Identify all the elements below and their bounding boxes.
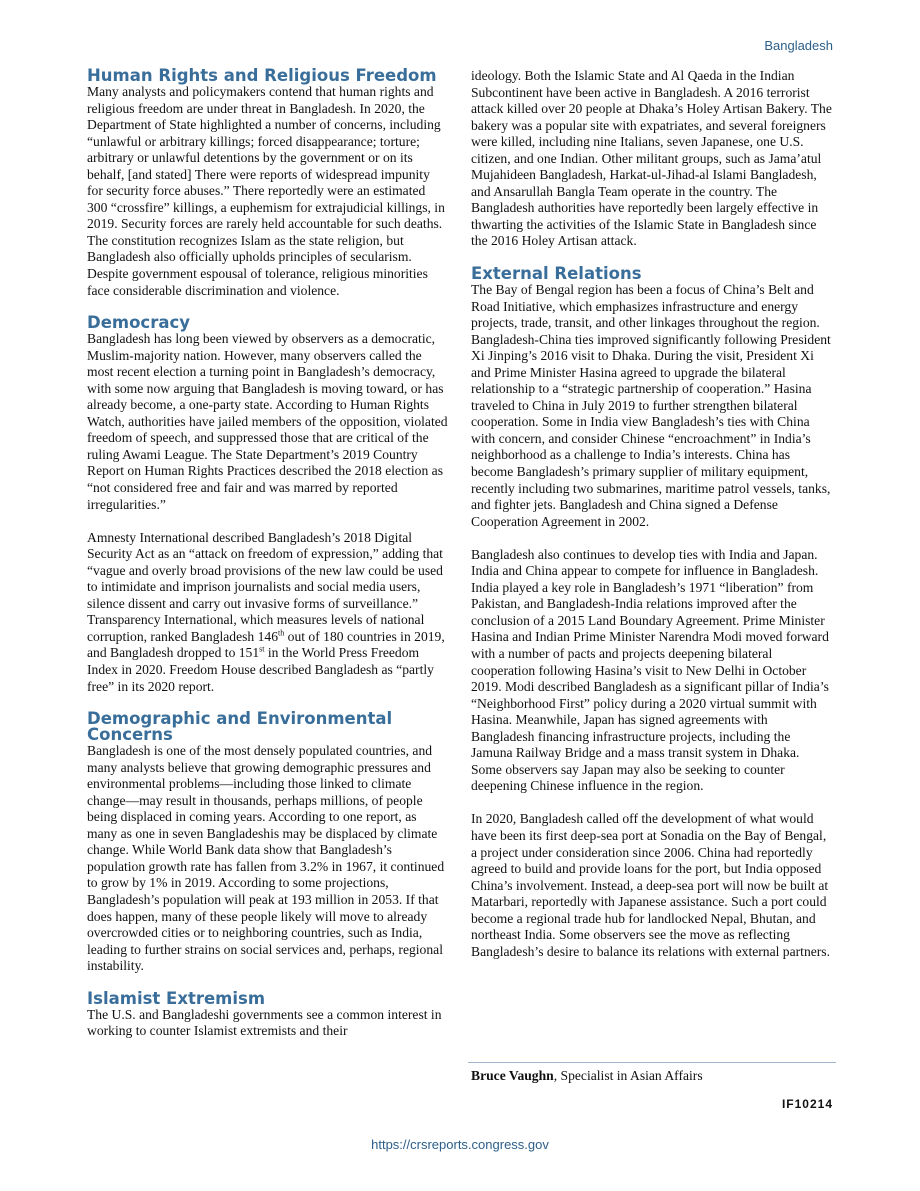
paragraph-extremism-left: The U.S. and Bangladeshi governments see a common interest in working to counter Islamist extremists and their (87, 1006, 442, 1039)
paragraph-external-3: In 2020, Bangladesh called off the development of what would have been its first deep-sea port at Sonadia on the Bay of Bengal, a project under consideration since 2006. China had reportedly agreed to build and provide loans for the port, but India opposed China’s involvement. Instead, a deep-sea port will now be built at Matarbari, reportedly with Japanese assistance. Such a port could become a regional trade hub for landlocked Nepal, Bhutan, and northeast India. Some observers see the move as reflecting Bangladesh’s desire to balance its relations with external partners. (471, 811, 830, 959)
paragraph-democracy-1: Bangladesh has long been viewed by observers as a democratic, Muslim-majority nation. However, many observers called the most recent election a turning point in Bangladesh’s democracy, with some now arguing that Bangladesh is moving toward, or has already become, a one-party state. According to Human Rights Watch, authorities have jailed members of the opposition, violated freedom of speech, and suppressed those that are critical of the ruling Awami League. The State Department’s 2019 Country Report on Human Rights Practices described the 2018 election as “not considered free and fair and was marred by reported irregularities.” (87, 331, 448, 512)
paragraph-extremism-right: ideology. Both the Islamic State and Al Qaeda in the Indian Subcontinent have been active in Bangladesh. A 2016 terrorist attack killed over 20 people at Dhaka’s Holey Artisan Bakery. The bakery was a popular site with expatriates, and several foreigners were killed, including nine Italians, seven Japanese, one U.S. citizen, and one Indian. Other militant groups, such as Jama’atul Mujahideen Bangladesh, Harkat-ul-Jihad-al Islami Bangladesh, and Ansarullah Bangla Team operate in the country. The Bangladesh authorities have reportedly been largely effective in thwarting the activities of the Islamic State in Bangladesh since the 2016 Holey Artisan attack. (471, 68, 832, 249)
right-column (471, 68, 833, 960)
paragraph-human-rights-1: Many analysts and policymakers contend that human rights and religious freedom are under threat in Bangladesh. In 2020, the Department of State highlighted a number of concerns, including “unlawful or arbitrary killings; forced disappearance; torture; arbitrary or unlawful detentions by the government or on its behalf, [and stated] There were reports of widespread impunity for security force abuses.” There reportedly were an estimated 300 “crossfire” killings, a euphemism for extrajudicial killings, in 2019. Security forces are rarely held accountable for such deaths. The constitution recognizes Islam as the state religion, but Bangladesh also officially upholds principles of secularism. Despite government espousal of tolerance, religious minorities face considerable discrimination and violence. (87, 84, 445, 298)
footer-url-link[interactable]: https://crsreports.congress.gov (371, 1137, 549, 1152)
running-header-country: Bangladesh (764, 38, 833, 53)
left-column (87, 68, 449, 1040)
democracy-p2-part-c: in the World Press Freedom Index in 2020. Freedom House described Bangladesh as “partly free” in its 2020 report. (87, 645, 434, 694)
heading-human-rights: Human Rights and Religious Freedom (87, 66, 437, 85)
heading-demographic-line1: Demographic and Environmental (87, 709, 393, 729)
heading-democracy: Democracy (87, 313, 191, 333)
paragraph-external-2: Bangladesh also continues to develop ties with India and Japan. India and China appear to compete for influence in Bangladesh. India played a key role in Bangladesh’s 1971 “liberation” from Pakistan, and Bangladesh-India relations improved after the conclusion of a 2015 Land Boundary Agreement. Prime Minister Hasina and Indian Prime Minister Narendra Modi moved forward with a number of pacts and projects deepening bilateral cooperation following Hasina’s visit to New Delhi in October 2019. Modi described Bangladesh as a significant pillar of India’s “Neighborhood First” policy during a 2020 virtual summit with Hasina. Meanwhile, Japan has signed agreements with Bangladesh financing infrastructure projects, including the Jamuna Railway Bridge and a mass transit system in Dhaka. Some observers say Japan may also be seeking to counter deepening Chinese influence in the region. (471, 546, 829, 794)
author-line (471, 1068, 703, 1085)
paragraph-democracy-2 (87, 530, 449, 695)
heading-external-relations: External Relations (471, 264, 642, 284)
document-id: IF10214 (781, 1097, 833, 1111)
democracy-p2-part-b: out of 180 countries in 2019, and Bangladesh dropped to 151 (87, 628, 445, 661)
author-divider (468, 1062, 836, 1063)
author-name: Bruce Vaughn (471, 1068, 554, 1083)
superscript-th: th (278, 628, 285, 638)
heading-extremism: Islamist Extremism (87, 988, 266, 1008)
heading-demographic-line2: Concerns (87, 725, 173, 745)
democracy-p2-part-a: Amnesty International described Bangladesh’s 2018 Digital Security Act as an “attack on freedom of expression,” adding that “vague and overly broad provisions of the new law could be used to intimidate and imprison journalists and social media users, silence dissent and carry out invasive forms of surveillance.” Transparency International, which measures levels of national corruption, ranked Bangladesh 146 (87, 529, 443, 644)
superscript-st: st (259, 644, 265, 654)
paragraph-demographic-1: Bangladesh is one of the most densely populated countries, and many analysts believe that growing demographic pressures and environmental problems—including those linked to climate change—may result in thousands, perhaps millions, of people being displaced in coming years. According to one report, as many as one in seven Bangladeshis may be displaced by climate change. While World Bank data show that Bangladesh’s population growth rate has fallen from 3.2% in 1967, it continued to grow by 1% in 2019. According to some projections, Bangladesh’s population will peak at 193 million in 2053. If that does happen, many of these people likely will move to already overcrowded cities or to neighboring countries, such as India, leading to further strains on social services and, perhaps, regional instability. (87, 743, 445, 974)
paragraph-external-1: The Bay of Bengal region has been a focus of China’s Belt and Road Initiative, which emphasizes infrastructure and energy projects, trade, transit, and other linkages throughout the region. Bangladesh-China ties improved significantly following President Xi Jinping’s 2016 visit to Dhaka. During the visit, President Xi and Prime Minister Hasina agreed to upgrade the bilateral relationship to a “strategic partnership of cooperation.” Hasina traveled to China in July 2019 to further strengthen bilateral cooperation. Some in India view Bangladesh’s ties with China with concern, and consider Chinese “encroachment” in India’s neighborhood as a challenge to India’s interests. China has become Bangladesh’s primary supplier of military equipment, recently including two submarines, maritime patrol vessels, tanks, and fighter jets. Bangladesh and China signed a Defense Cooperation Agreement in 2002. (471, 282, 831, 529)
heading-demographic (87, 711, 449, 743)
author-title: , Specialist in Asian Affairs (553, 1068, 703, 1083)
